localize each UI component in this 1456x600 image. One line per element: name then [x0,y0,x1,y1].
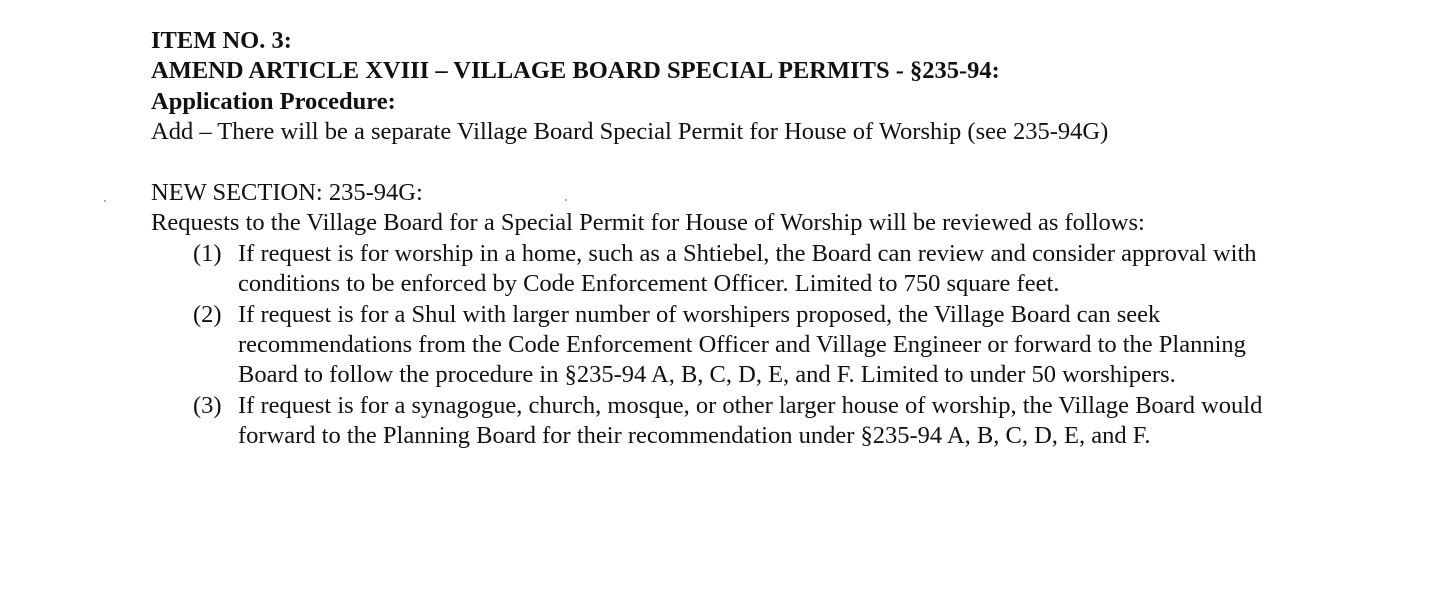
list-item-number: (2) [193,300,222,328]
list-item-text: If request is for a Shul with larger number of worshipers proposed, the Village Board can seek recommendations from the Code Enforcement Officer and Village Engineer or forward to the Planning Board to follow the procedure in §235-94 A, B, C, D, E, and F. Limited to under 50 worshipers. [238,300,1246,389]
list-item-number: (3) [193,391,222,419]
list-item-number: (1) [193,239,222,267]
list-item [151,239,1301,300]
section-spacer [151,148,1301,178]
amend-header: AMEND ARTICLE XVIII – VILLAGE BOARD SPECIAL PERMITS - §235-94: [151,57,1000,85]
document-page [151,26,1301,452]
scan-speck [565,199,567,201]
list-item [151,391,1301,452]
list-item [151,300,1301,391]
list-item-text: If request is for worship in a home, such as a Shtiebel, the Board can review and consider approval with conditions to be enforced by Code Enforcement Officer. Limited to 750 square feet. [238,239,1257,298]
intro-text: Requests to the Village Board for a Special Permit for House of Worship will be reviewed as follows: [151,209,1145,237]
item-header: ITEM NO. 3: [151,27,292,54]
add-text: Add – There will be a separate Village Board Special Permit for House of Worship (see 235-94G) [151,118,1109,146]
procedure-header: Application Procedure: [151,87,396,115]
new-section-label: NEW SECTION: 235-94G: [151,179,423,207]
list-item-text: If request is for a synagogue, church, mosque, or other larger house of worship, the Village Board would forward to the Planning Board for their recommendation under §235-94 A, B, C, D, E, and F. [238,391,1263,450]
review-list [151,239,1301,452]
scan-speck [104,200,106,202]
